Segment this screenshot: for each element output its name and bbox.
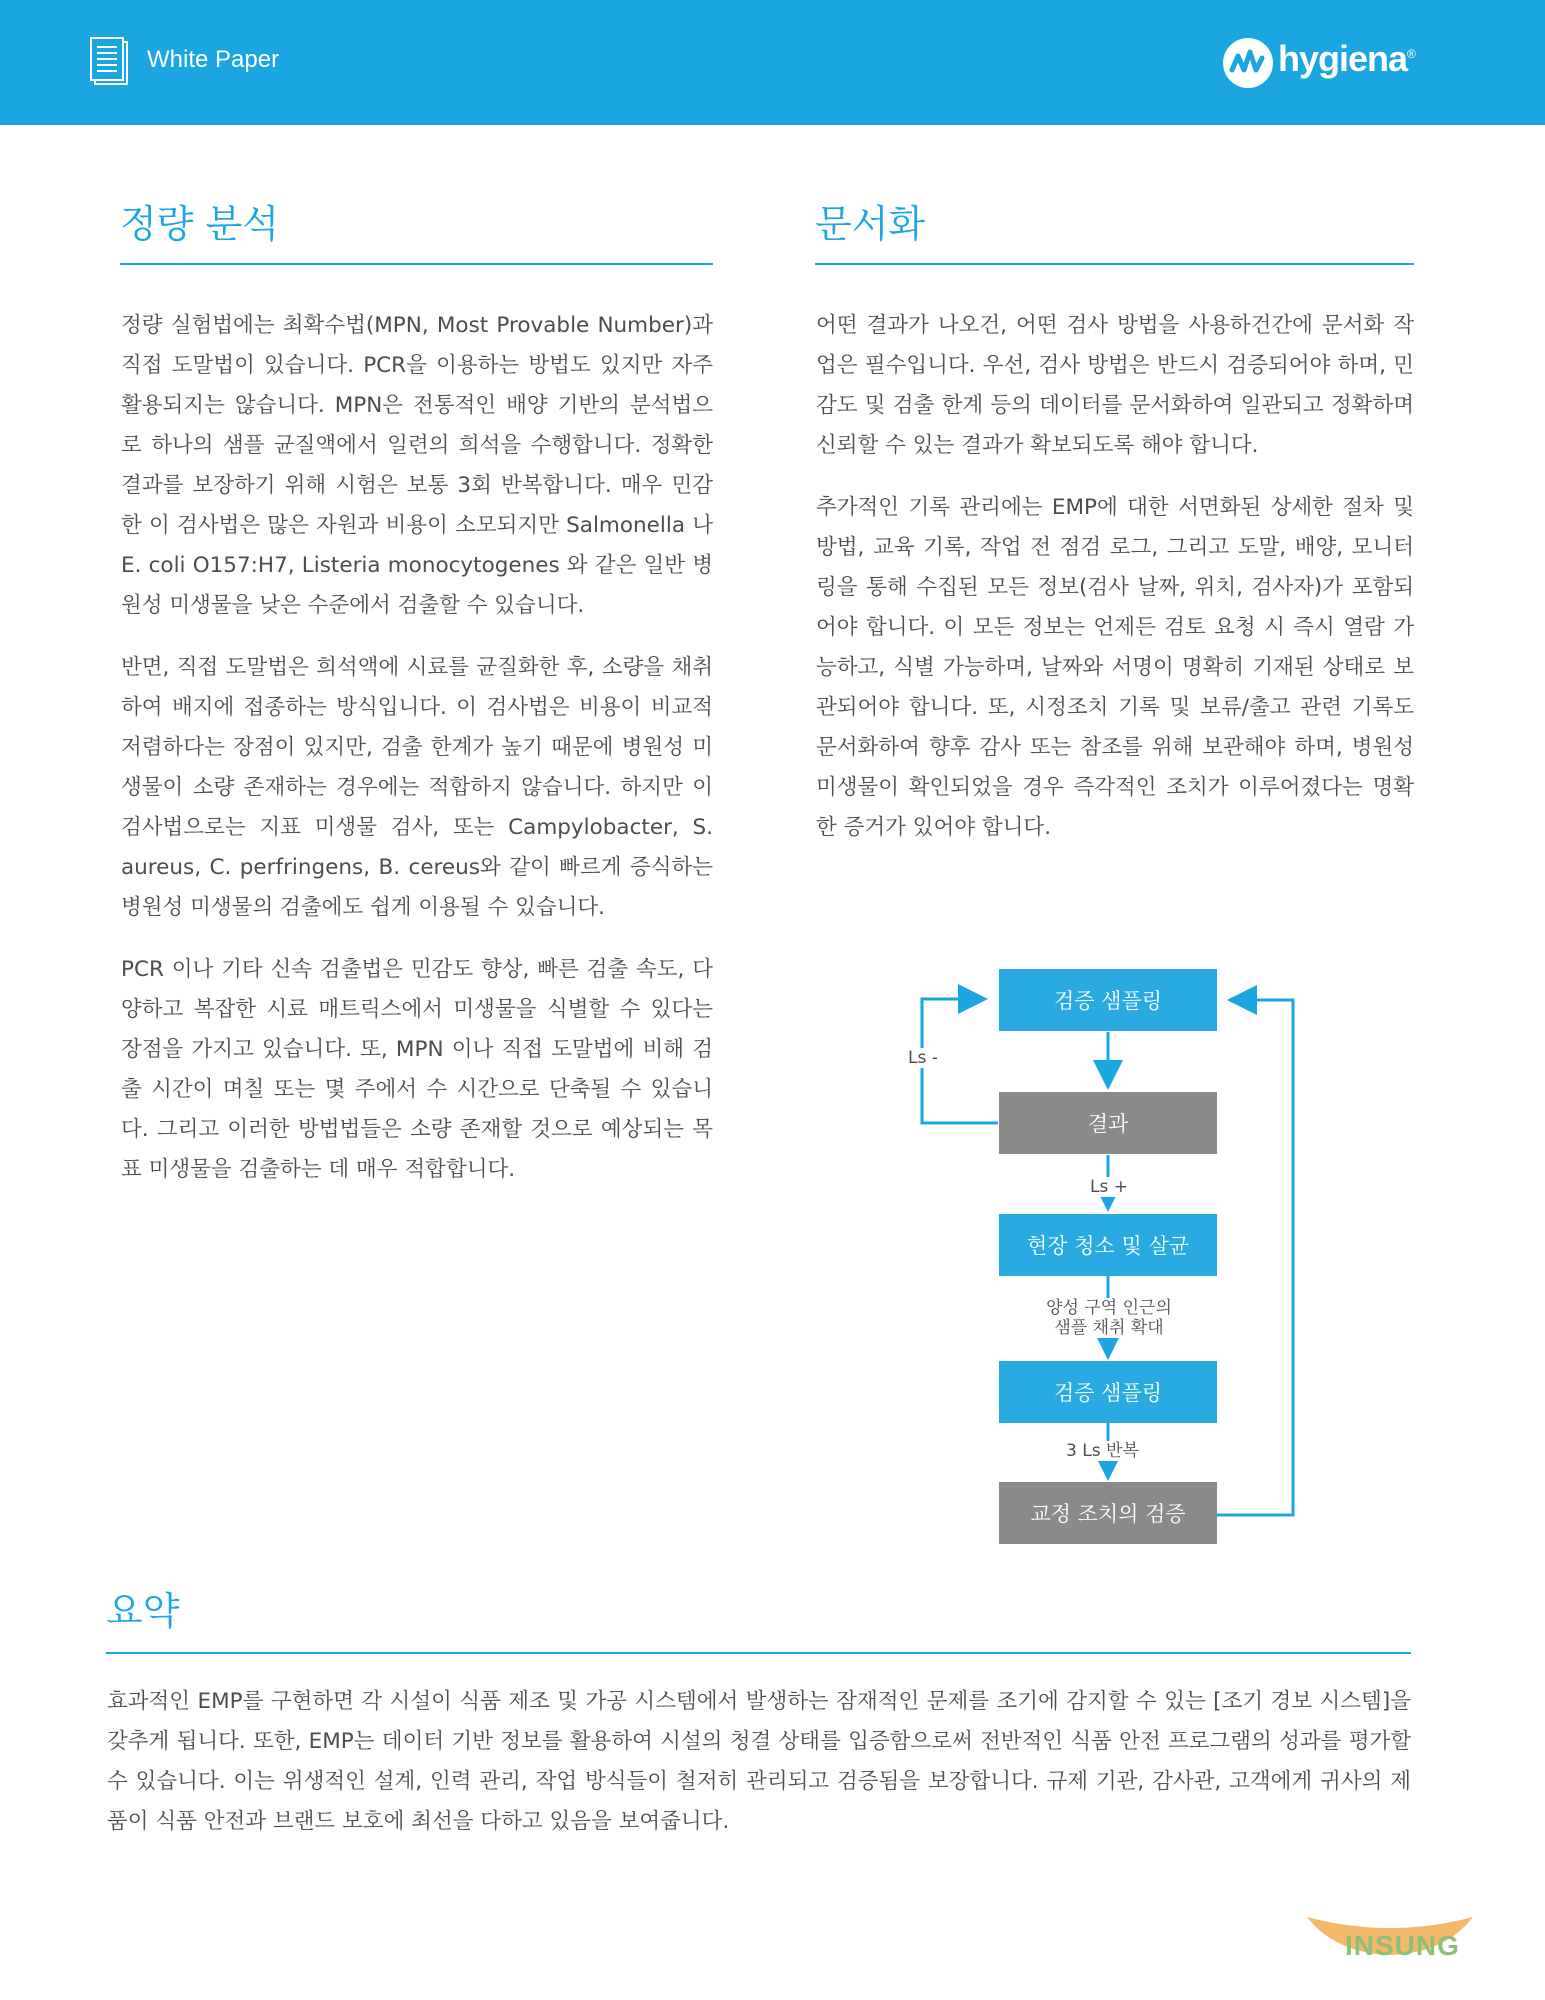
flow-box-verification-sampling-1: 검증 샘플링 xyxy=(999,969,1217,1031)
flow-box-corrective-action-verification: 교정 조치의 검증 xyxy=(999,1482,1217,1544)
flow-label-repeat: 3 Ls 반복 xyxy=(1066,1441,1139,1461)
heading-divider-right xyxy=(815,263,1414,265)
right-paragraph-2: 추가적인 기록 관리에는 EMP에 대한 서면화된 상세한 절차 및 방법, 교육 기록, 작업 전 점검 로그, 그리고 도말, 배양, 모니터링을 통해 수집된 모든 정보(검사 날짜, 위치, 검사자)가 포함되어야 합니다. 이 모든 정보는 언제든 검토 요청 시 즉시 열람 가능하고, 식별 가능하며, 날짜와 서명이 명확히 기재된 상태로 보관되어야 합니다. 또, 시정조치 기록 및 보류/출고 관련 기록도 문서화하여 향후 감사 또는 참조를 위해 보관해야 하며, 병원성 미생물이 확인되었을 경우 즉각적인 조치가 이루어졌다는 명확한 증거가 있어야 합니다. xyxy=(816,495,1414,840)
header-bar xyxy=(0,0,1545,125)
flow-label-expand-line-2: 샘플 채취 확대 xyxy=(1054,1318,1164,1338)
flow-box-verification-sampling-2: 검증 샘플링 xyxy=(999,1361,1217,1423)
insung-logo-text: INSUNG xyxy=(1345,1930,1460,1961)
summary-paragraph: 효과적인 EMP를 구현하면 각 시설이 식품 제조 및 가공 시스템에서 발생하는 잠재적인 문제를 조기에 감지할 수 있는 [조기 경보 시스템]을 갖추게 됩니다. 또한, EMP는 데이터 기반 정보를 활용하여 시설의 청결 상태를 입증함으로써 전반적인 식품 안전 프로그램의 성과를 평가할 수 있습니다. 이는 위생적인 설계, 인력 관리, 작업 방식들이 철저히 관리되고 검증됨을 보장합니다. 규제 기관, 감사관, 고객에게 귀사의 제품이 식품 안전과 브랜드 보호에 최선을 다하고 있음을 보여줍니다. xyxy=(107,1689,1411,1834)
flow-label-ls-minus: Ls - xyxy=(908,1048,938,1068)
header-label: White Paper xyxy=(147,46,280,73)
left-column-text xyxy=(121,306,713,1212)
documentation-heading: 문서화 xyxy=(815,202,926,246)
right-paragraph-1: 어떤 결과가 나오건, 어떤 검사 방법을 사용하건간에 문서화 작업은 필수입니다. 우선, 검사 방법은 반드시 검증되어야 하며, 민감도 및 검출 한계 등의 데이터를 문서화하여 일관되고 정확하며 신뢰할 수 있는 결과가 확보되도록 해야 합니다. xyxy=(816,313,1414,458)
summary-text-block xyxy=(107,1682,1411,1842)
left-paragraph-2: 반면, 직접 도말법은 희석액에 시료를 균질화한 후, 소량을 채취하여 배지에 접종하는 방식입니다. 이 검사법은 비용이 비교적 저렴하다는 장점이 있지만, 검출 한계가 높기 때문에 병원성 미생물이 소량 존재하는 경우에는 적합하지 않습니다. 하지만 이 검사법으로는 지표 미생물 검사, 또는 Campylobacter, S. aureus, C. perfringens, B. cereus와 같이 빠르게 증식하는 병원성 미생물의 검출에도 쉽게 이용될 수 있습니다. xyxy=(121,655,713,920)
flow-label-ls-plus: Ls + xyxy=(1090,1177,1128,1197)
summary-heading: 요약 xyxy=(106,1589,180,1633)
flow-label-expand-line-1: 양성 구역 인근의 xyxy=(1046,1298,1172,1318)
quantitative-analysis-heading: 정량 분석 xyxy=(120,202,279,246)
summary-divider xyxy=(106,1652,1411,1654)
left-paragraph-3: PCR 이나 기타 신속 검출법은 민감도 향상, 빠른 검출 속도, 다양하고 복잡한 시료 매트릭스에서 미생물을 식별할 수 있다는 장점을 가지고 있습니다. 또, MPN 이나 직접 도말법에 비해 검출 시간이 며칠 또는 몇 주에서 수 시간으로 단축될 수 있습니다. 그리고 이러한 방법법들은 소량 존재할 것으로 예상되는 목표 미생물을 검출하는 데 매우 적합합니다. xyxy=(121,957,713,1182)
flow-label-expand-sampling xyxy=(1038,1298,1180,1338)
document-icon xyxy=(90,37,130,87)
flow-box-cleaning-sanitation: 현장 청소 및 살균 xyxy=(999,1214,1217,1276)
flow-box-result: 결과 xyxy=(999,1092,1217,1154)
hygiena-logo-icon xyxy=(1218,36,1278,90)
right-column-text xyxy=(816,306,1414,870)
hygiena-logo-text: hygiena® xyxy=(1278,38,1415,79)
heading-divider-left xyxy=(120,263,713,265)
left-paragraph-1: 정량 실험법에는 최확수법(MPN, Most Provable Number)과 직접 도말법이 있습니다. PCR을 이용하는 방법도 있지만 자주 활용되지는 않습니다. MPN은 전통적인 배양 기반의 분석법으로 하나의 샘플 균질액에서 일련의 희석을 수행합니다. 정확한 결과를 보장하기 위해 시험은 보통 3회 반복합니다. 매우 민감한 이 검사법은 많은 자원과 비용이 소모되지만 Salmonella 나 E. coli O157:H7, Listeria monocytogenes 와 같은 일반 병원성 미생물을 낮은 수준에서 검출할 수 있습니다. xyxy=(121,313,713,618)
